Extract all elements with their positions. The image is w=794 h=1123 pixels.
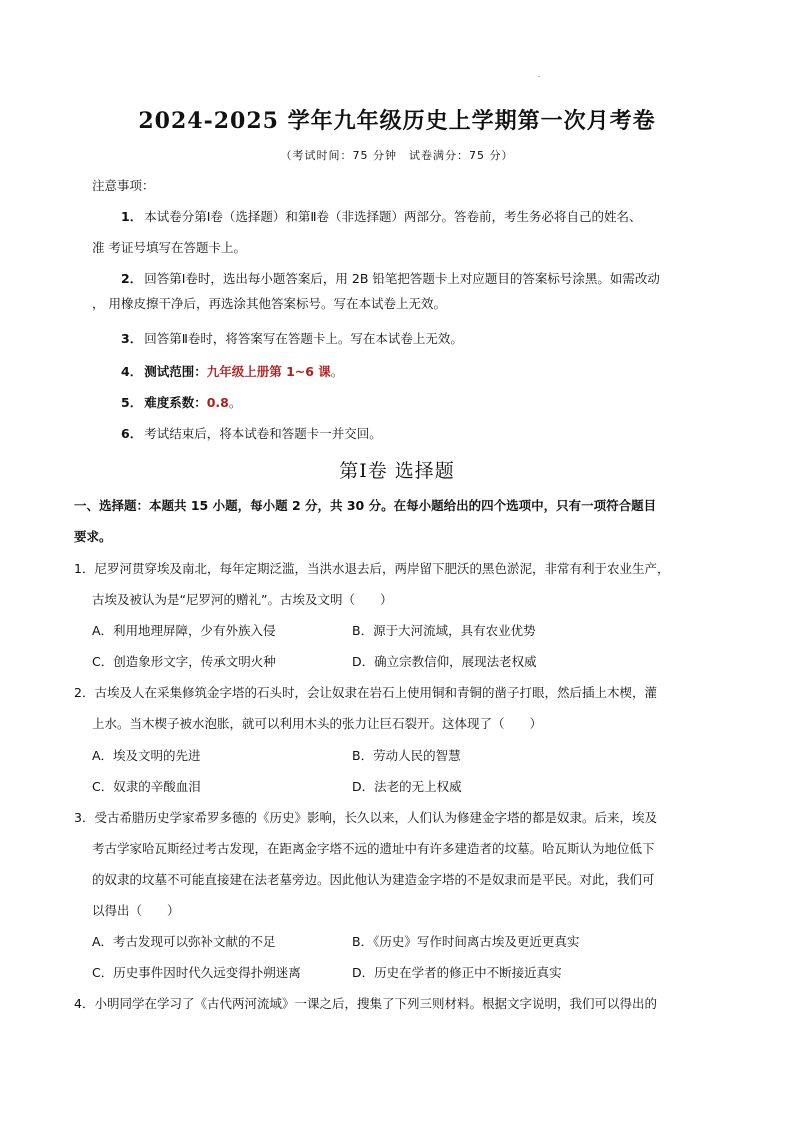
question-1-text-cont: 古埃及被认为是“尼罗河的赠礼”。古埃及文明（ ） xyxy=(92,592,393,607)
question-2-text-cont: 上水。当木楔子被水泡胀，就可以利用木头的张力让巨石裂开。这体现了（ ） xyxy=(92,716,543,731)
question-4-text: 4．小明同学在学习了《古代两河流域》一课之后，搜集了下列三则材料。根据文字说明，我们可以得出的 xyxy=(74,996,657,1011)
section-title: 第Ⅰ卷 选择题 xyxy=(339,460,455,482)
exam-subtitle: （考试时间：75 分钟 试卷满分：75 分） xyxy=(280,149,514,162)
note-number: 3． xyxy=(121,331,143,346)
note-number: 4． xyxy=(121,364,143,379)
question-2-text: 2．古埃及人在采集修筑金字塔的石头时，会让奴隶在岩石上使用铜和青铜的凿子打眼，然后插上木楔，灌 xyxy=(74,685,657,700)
question-3-text-cont-1: 考古学家哈瓦斯经过考古发现，在距离金字塔不远的遗址中有许多建造者的坟墓。哈瓦斯认为地位低下 xyxy=(92,841,655,856)
section-instructions-cont: 要求。 xyxy=(74,529,112,544)
note-item-3 xyxy=(121,331,463,347)
note-text: 考试结束后，将本试卷和答题卡一并交回。 xyxy=(144,426,382,441)
question-3-text: 3．受古希腊历史学家希罗多德的《历史》影响，长久以来，人们认为修建金字塔的都是奴隶。后来，埃及 xyxy=(74,810,657,825)
note-number: 5． xyxy=(121,395,143,410)
test-range-label: 测试范围： xyxy=(144,364,207,379)
difficulty-label: 难度系数： xyxy=(144,395,207,410)
question-2-option-b: B．劳动人民的智慧 xyxy=(352,748,461,763)
note-item-2-cont: ， 用橡皮擦干净后，再选涂其他答案标号。写在本试卷上无效。 xyxy=(92,296,446,311)
note-item-4 xyxy=(121,364,343,380)
note-number: 1． xyxy=(121,209,143,224)
note-item-6 xyxy=(121,426,382,442)
question-1-option-b: B．源于大河流域，具有农业优势 xyxy=(352,623,536,638)
question-1-option-a: A．利用地理屏障，少有外族入侵 xyxy=(92,623,276,638)
notes-heading: 注意事项： xyxy=(92,178,155,193)
test-range-value: 九年级上册第 1~6 课 xyxy=(206,364,331,379)
scan-mark xyxy=(538,76,540,77)
note-item-2 xyxy=(121,271,660,287)
note-number: 2． xyxy=(121,271,143,286)
question-1-text: 1．尼罗河贯穿埃及南北，每年定期泛滥，当洪水退去后，两岸留下肥沃的黑色淤泥，非常有利于农业生产， xyxy=(74,561,670,576)
question-3-option-b: B．《历史》写作时间离古埃及更近更真实 xyxy=(352,934,580,949)
section-instructions: 一、选择题：本题共 15 小题，每小题 2 分，共 30 分。在每小题给出的四个选项中，只有一项符合题目 xyxy=(74,498,657,513)
note-suffix: 。 xyxy=(330,364,344,379)
note-number: 6． xyxy=(121,426,143,441)
exam-title: 2024-2025 学年九年级历史上学期第一次月考卷 xyxy=(138,108,656,134)
note-text: 本试卷分第Ⅰ卷（选择题）和第Ⅱ卷（非选择题）两部分。答卷前，考生务必将自己的姓名、 xyxy=(144,209,642,224)
note-item-1-cont: 准 考证号填写在答题卡上。 xyxy=(92,240,246,255)
question-3-text-cont-3: 以得出（ ） xyxy=(92,903,180,918)
question-3-option-c: C．历史事件因时代久远变得扑朔迷离 xyxy=(92,965,301,980)
note-item-1 xyxy=(121,209,642,225)
question-3-option-d: D．历史在学者的修正中不断接近真实 xyxy=(352,965,562,980)
question-1-option-c: C．创造象形文字，传承文明火种 xyxy=(92,654,276,669)
question-3-option-a: A．考古发现可以弥补文献的不足 xyxy=(92,934,276,949)
question-2-option-d: D．法老的无上权威 xyxy=(352,779,462,794)
question-3-text-cont-2: 的奴隶的坟墓不可能直接建在法老墓旁边。因此他认为建造金字塔的不是奴隶而是平民。对此，我们可 xyxy=(92,872,655,887)
note-text: 回答第Ⅰ卷时，选出每小题答案后，用 2B 铅笔把答题卡上对应题目的答案标号涂黑。如需改动 xyxy=(144,271,660,286)
question-1-option-d: D．确立宗教信仰，展现法老权威 xyxy=(352,654,537,669)
note-suffix: 。 xyxy=(228,395,242,410)
difficulty-value: 0.8 xyxy=(206,395,229,410)
note-text: 回答第Ⅱ卷时，将答案写在答题卡上。写在本试卷上无效。 xyxy=(144,331,463,346)
question-2-option-a: A．埃及文明的先进 xyxy=(92,748,201,763)
question-2-option-c: C．奴隶的辛酸血泪 xyxy=(92,779,201,794)
note-item-5 xyxy=(121,395,241,411)
